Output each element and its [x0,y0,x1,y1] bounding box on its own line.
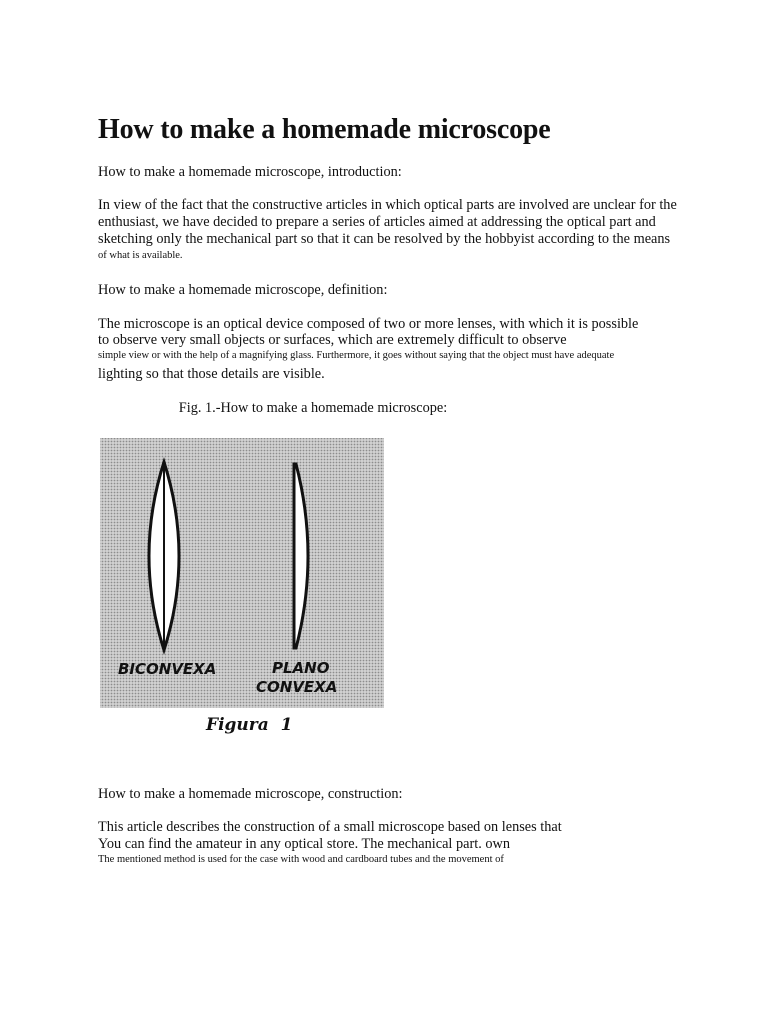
definition-heading: How to make a homemade microscope, definition: [98,282,388,298]
intro-line-3: sketching only the mechanical part so that it can be resolved by the hobbyist according to the means [98,231,671,247]
definition-line-4: lighting so that those details are visible. [98,366,325,382]
intro-line-2: enthusiast, we have decided to prepare a series of articles aimed at addressing the optical part and [98,214,656,230]
page-title: How to make a homemade microscope [98,114,551,145]
figure-number-label: Figura 1 [206,715,293,735]
lens-figure [98,434,388,740]
definition-line-2: to observe very small objects or surfaces, which are extremely difficult to observe [98,332,567,348]
intro-heading: How to make a homemade microscope, introduction: [98,164,402,180]
label-convexa: CONVEXA [256,678,338,696]
label-biconvexa: BICONVEXA [118,660,217,678]
definition-line-3: simple view or with the help of a magnifying glass. Furthermore, it goes without saying that the object must have adequate [98,350,615,361]
definition-line-1: The microscope is an optical device composed of two or more lenses, with which it is possible [98,316,639,332]
construction-line-2: You can find the amateur in any optical store. The mechanical part. own [98,836,510,852]
construction-heading: How to make a homemade microscope, construction: [98,786,403,802]
lens-illustration [98,434,388,740]
label-plano: PLANO [272,659,330,677]
construction-line-3: The mentioned method is used for the case with wood and cardboard tubes and the movement of [98,854,504,865]
construction-line-1: This article describes the construction of a small microscope based on lenses that [98,819,562,835]
intro-line-1: In view of the fact that the constructive articles in which optical parts are involved are unclear for the [98,197,677,213]
intro-line-4: of what is available. [98,250,183,261]
figure-caption: Fig. 1.-How to make a homemade microscope: [178,400,448,416]
